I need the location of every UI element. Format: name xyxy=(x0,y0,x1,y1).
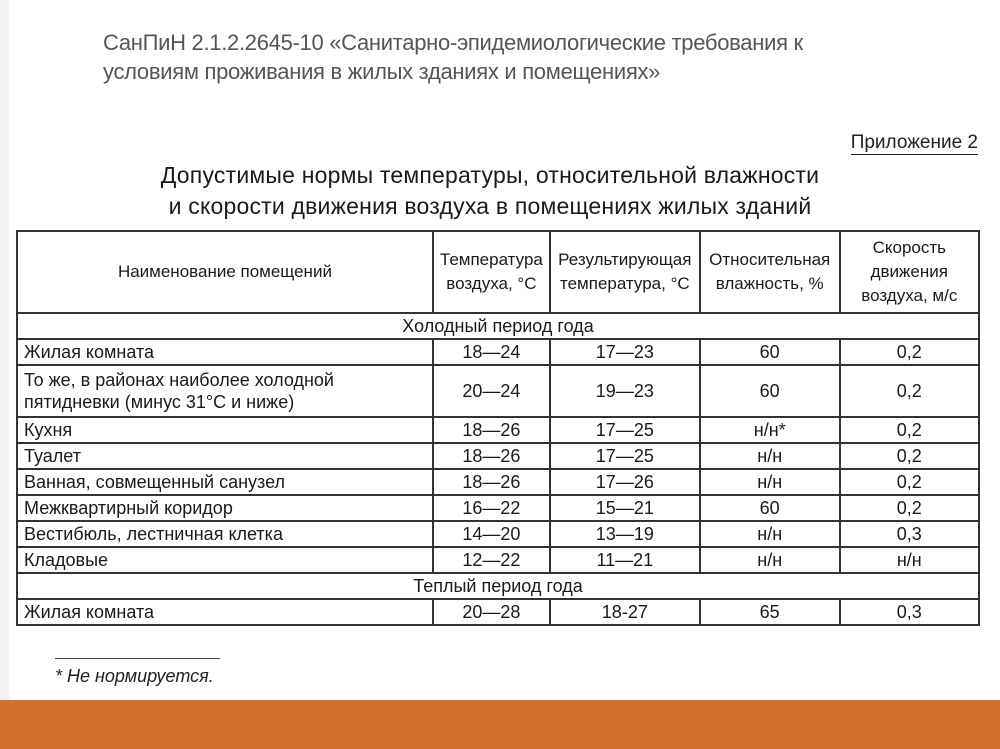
heading-line-2: и скорости движения воздуха в помещениях жилых зданий xyxy=(168,193,812,219)
result-temp-value: 17—25 xyxy=(550,417,700,443)
heading-line-1: Допустимые нормы температуры, относительной влажности xyxy=(160,162,820,188)
result-temp-value: 17—25 xyxy=(550,443,700,469)
room-name: Ванная, совмещенный санузел xyxy=(17,469,433,495)
air-temp-value: 16—22 xyxy=(433,495,550,521)
humidity-value: н/н xyxy=(700,443,840,469)
air-temp-value: 14—20 xyxy=(433,521,550,547)
air-temp-value: 20—28 xyxy=(433,599,550,625)
air-speed-value: 0,2 xyxy=(840,469,979,495)
humidity-value: 65 xyxy=(700,599,840,625)
humidity-value: н/н xyxy=(700,469,840,495)
room-name: То же, в районах наиболее холодной пятидневки (минус 31°С и ниже) xyxy=(17,365,433,417)
air-speed-value: 0,2 xyxy=(840,339,979,365)
cold-period-label: Холодный период года xyxy=(17,313,979,339)
humidity-value: н/н xyxy=(700,547,840,573)
result-temp-value: 17—23 xyxy=(550,339,700,365)
table-row xyxy=(17,469,979,495)
header-result-temp: Результирующая температура, °С xyxy=(550,231,700,313)
table-row xyxy=(17,339,979,365)
room-name: Туалет xyxy=(17,443,433,469)
header-air-temp: Температура воздуха, °С xyxy=(433,231,550,313)
table-header-row xyxy=(17,231,979,313)
header-air-speed: Скорость движения воздуха, м/с xyxy=(840,231,979,313)
humidity-value: н/н xyxy=(700,521,840,547)
result-temp-value: 19—23 xyxy=(550,365,700,417)
air-temp-value: 12—22 xyxy=(433,547,550,573)
air-temp-value: 18—26 xyxy=(433,417,550,443)
slide-bottom-band xyxy=(0,700,1000,749)
room-name: Кухня xyxy=(17,417,433,443)
room-name: Кладовые xyxy=(17,547,433,573)
table-row xyxy=(17,365,979,417)
room-name: Жилая комната xyxy=(17,339,433,365)
header-room-name: Наименование помещений xyxy=(17,231,433,313)
appendix-label: Приложение 2 xyxy=(850,132,978,153)
table-row xyxy=(17,495,979,521)
slide-left-band xyxy=(0,0,9,749)
humidity-value: 60 xyxy=(700,339,840,365)
table-row xyxy=(17,521,979,547)
air-temp-value: 18—26 xyxy=(433,469,550,495)
warm-period-label: Теплый период года xyxy=(17,573,979,599)
table-row xyxy=(17,417,979,443)
table-row xyxy=(17,547,979,573)
air-speed-value: 0,3 xyxy=(840,521,979,547)
norms-table xyxy=(16,230,980,626)
result-temp-value: 13—19 xyxy=(550,521,700,547)
table-row xyxy=(17,443,979,469)
air-temp-value: 18—26 xyxy=(433,443,550,469)
humidity-value: 60 xyxy=(700,365,840,417)
room-name: Жилая комната xyxy=(17,599,433,625)
table-row xyxy=(17,599,979,625)
air-temp-value: 20—24 xyxy=(433,365,550,417)
air-speed-value: 0,2 xyxy=(840,495,979,521)
humidity-value: н/н* xyxy=(700,417,840,443)
footnote: * Не нормируется. xyxy=(55,666,214,686)
period-row-warm xyxy=(17,573,979,599)
air-speed-value: 0,2 xyxy=(840,365,979,417)
document-heading xyxy=(40,160,940,222)
air-speed-value: н/н xyxy=(840,547,979,573)
air-temp-value: 18—24 xyxy=(433,339,550,365)
humidity-value: 60 xyxy=(700,495,840,521)
period-row-cold xyxy=(17,313,979,339)
air-speed-value: 0,2 xyxy=(840,417,979,443)
footnote-divider xyxy=(55,658,220,659)
slide-title: СанПиН 2.1.2.2645-10 «Санитарно-эпидемиологические требования к условиям проживания в жилых зданиях и помещениях» xyxy=(103,30,803,84)
air-speed-value: 0,2 xyxy=(840,443,979,469)
result-temp-value: 17—26 xyxy=(550,469,700,495)
result-temp-value: 11—21 xyxy=(550,547,700,573)
room-name: Межквартирный коридор xyxy=(17,495,433,521)
air-speed-value: 0,3 xyxy=(840,599,979,625)
room-name: Вестибюль, лестничная клетка xyxy=(17,521,433,547)
result-temp-value: 18-27 xyxy=(550,599,700,625)
result-temp-value: 15—21 xyxy=(550,495,700,521)
header-humidity: Относительная влажность, % xyxy=(700,231,840,313)
